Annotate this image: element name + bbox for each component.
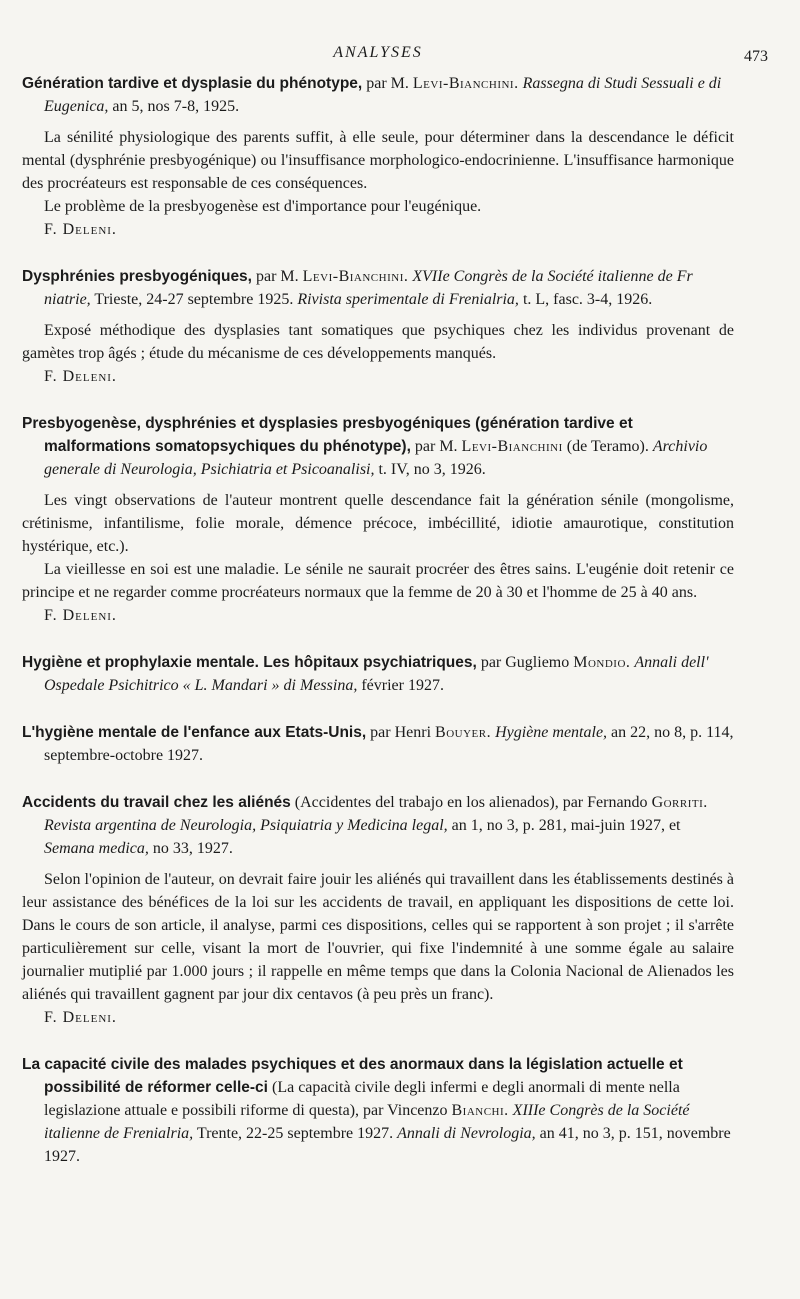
entry-author: Levi-Bianchini. [302, 268, 409, 285]
entry-heading [22, 1053, 734, 1168]
entry-journal: XIIIe Congrès de la Société italienne de Frenialria, [44, 1102, 690, 1142]
review-entry [22, 412, 734, 627]
entry-signature: F. Deleni. [44, 1009, 117, 1026]
entry-paragraph: Exposé méthodique des dysplasies tant somatiques que psychiques chez les individus provenant de gamètes trop âgés ; étude du mécanisme de ces développements manqués. [22, 322, 734, 362]
entry-ref-text: par Henri [370, 724, 436, 741]
entry-body [22, 489, 734, 627]
entry-title: L'hygiène mentale de l'enfance aux Etats-Unis, [22, 724, 367, 741]
entry-body [22, 319, 734, 388]
entry-ref-text: par Gugliemo [480, 654, 574, 671]
entry-ref-text: Trieste, 24-27 septembre 1925. [90, 291, 298, 308]
review-entry [22, 1053, 734, 1168]
review-entry [22, 72, 734, 241]
entry-heading [22, 791, 734, 860]
entry-body [22, 868, 734, 1029]
entry-ref-text: (La capacità civile degli infermi e degli anormali di mente nella legislazione attuale e possibili riforme di questa), par Vincenzo [44, 1079, 680, 1119]
review-entry [22, 651, 734, 697]
entry-author: Bianchi. [451, 1102, 509, 1119]
entry-heading [22, 72, 734, 118]
entry-heading [22, 412, 734, 481]
entry-ref-text: t. IV, no 3, 1926. [374, 461, 486, 478]
entry-author: Gorriti. [651, 794, 708, 811]
entry-ref-text: an 5, nos 7-8, 1925. [108, 98, 240, 115]
entry-ref-text: no 33, 1927. [148, 840, 233, 857]
entry-heading [22, 721, 734, 767]
entry-ref-text: Trente, 22-25 septembre 1927. [193, 1125, 398, 1142]
entry-title: Génération tardive et dysplasie du phénotype, [22, 75, 363, 92]
entry-ref-text: (de Teramo). [562, 438, 653, 455]
entry-journal: Rivista sperimentale di Frenialria, [297, 291, 519, 308]
entry-signature: F. Deleni. [44, 221, 117, 238]
entry-author: Mondio. [573, 654, 631, 671]
entry-journal: Hygiène mentale, [495, 724, 608, 741]
entry-journal: Annali dell' Ospedale Psichitrico « L. Mandari » di Messina, [44, 654, 709, 694]
entry-ref-text: t. L, fasc. 3-4, 1926. [518, 291, 653, 308]
entry-author: Levi-Bianchini [461, 438, 563, 455]
entry-ref-text: an 22, no 8, p. 114, septembre-octobre 1927. [44, 724, 734, 764]
entry-ref-text: par M. [414, 438, 462, 455]
entry-ref-text: an 1, no 3, p. 281, mai-juin 1927, et [447, 817, 681, 834]
entry-heading [22, 265, 734, 311]
running-title: ANALYSES [333, 44, 423, 61]
entry-title: Hygiène et prophylaxie mentale. Les hôpitaux psychiatriques, [22, 654, 477, 671]
review-entry [22, 721, 734, 767]
entry-journal: Rassegna di Studi Sessuali e di Eugenica, [44, 75, 722, 115]
entry-ref-text: par M. [256, 268, 303, 285]
page-number: 473 [744, 48, 768, 65]
entry-signature: F. Deleni. [44, 607, 117, 624]
review-entry [22, 791, 734, 1029]
entry-paragraph: La sénilité physiologique des parents suffit, à elle seule, pour déterminer dans la descendance le déficit mental (dysphrénie presbyogénique) ou l'insuffisance morphologico-endocrinienne. L'insuffisance harmonique des procréateurs est responsable de ces conséquences. [22, 129, 734, 192]
entry-author: Bouyer. [435, 724, 492, 741]
entry-journal: XVIIe Congrès de la Société italienne de Fr niatrie, [44, 268, 693, 308]
entry-paragraph: Selon l'opinion de l'auteur, on devrait faire jouir les aliénés qui travaillent dans les établissements destinés à leur assistance des bénéfices de la loi sur les accidents de travail, en appliquant les dispositions de cette loi. Dans le cours de son article, il analyse, parmi ces dispositions, celles qui se rapportent à son projet ; il s'arrête particulièrement sur celle, visant la mort de l'ouvrier, qui fixe l'indemnité à une somme égale au salaire journalier mutiplié par 1.000 jours ; il rappelle en même temps que dans la Colonia Nacional de Alienados les aliénés qui travaillent gagnent par jour dix centavos (à peu près un franc). [22, 871, 734, 1003]
review-entry [22, 265, 734, 388]
entry-ref-text: février 1927. [357, 677, 444, 694]
entry-ref-text: par M. [366, 75, 413, 92]
entry-author: Levi-Bianchini. [412, 75, 519, 92]
entry-title: Presbyogenèse, dysphrénies et dysplasies presbyogéniques (génération tardive et malformations somatopsychiques du phénotype), [22, 415, 633, 455]
entry-ref-text: (Accidentes del trabajo en los alienados), par Fernando [290, 794, 652, 811]
entry-title: La capacité civile des malades psychiques et des anormaux dans la législation actuelle et possibilité de réformer celle-ci [22, 1056, 683, 1096]
entry-paragraph: La vieillesse en soi est une maladie. Le sénile ne saurait procréer des êtres sains. L'eugénie doit retenir ce principe et ne regarder comme procréateurs normaux que la femme de 20 à 30 et l'homme de 25 à 40 ans. [22, 561, 734, 601]
entry-title: Accidents du travail chez les aliénés [22, 794, 291, 811]
running-head [22, 38, 768, 66]
entry-journal: Annali di Nevrologia, [397, 1125, 536, 1142]
entry-signature: F. Deleni. [44, 368, 117, 385]
entry-paragraph: Le problème de la presbyogenèse est d'importance pour l'eugénique. [44, 198, 482, 215]
entry-ref-text: an 41, no 3, p. 151, novembre 1927. [44, 1125, 731, 1165]
entry-journal: Archivio generale di Neurologia, Psichiatria et Psicoanalisi, [44, 438, 708, 478]
entry-heading [22, 651, 734, 697]
entry-journal: Semana medica, [44, 840, 149, 857]
entry-title: Dysphrénies presbyogéniques, [22, 268, 252, 285]
entry-body [22, 126, 734, 241]
entry-paragraph: Les vingt observations de l'auteur montrent quelle descendance fait la génération sénile (mongolisme, crétinisme, infantilisme, folie morale, démence précoce, imbécillité, idiotie amaurotique, constitution hystérique, etc.). [22, 492, 734, 555]
entry-journal: Revista argentina de Neurologia, Psiquiatria y Medicina legal, [44, 817, 448, 834]
